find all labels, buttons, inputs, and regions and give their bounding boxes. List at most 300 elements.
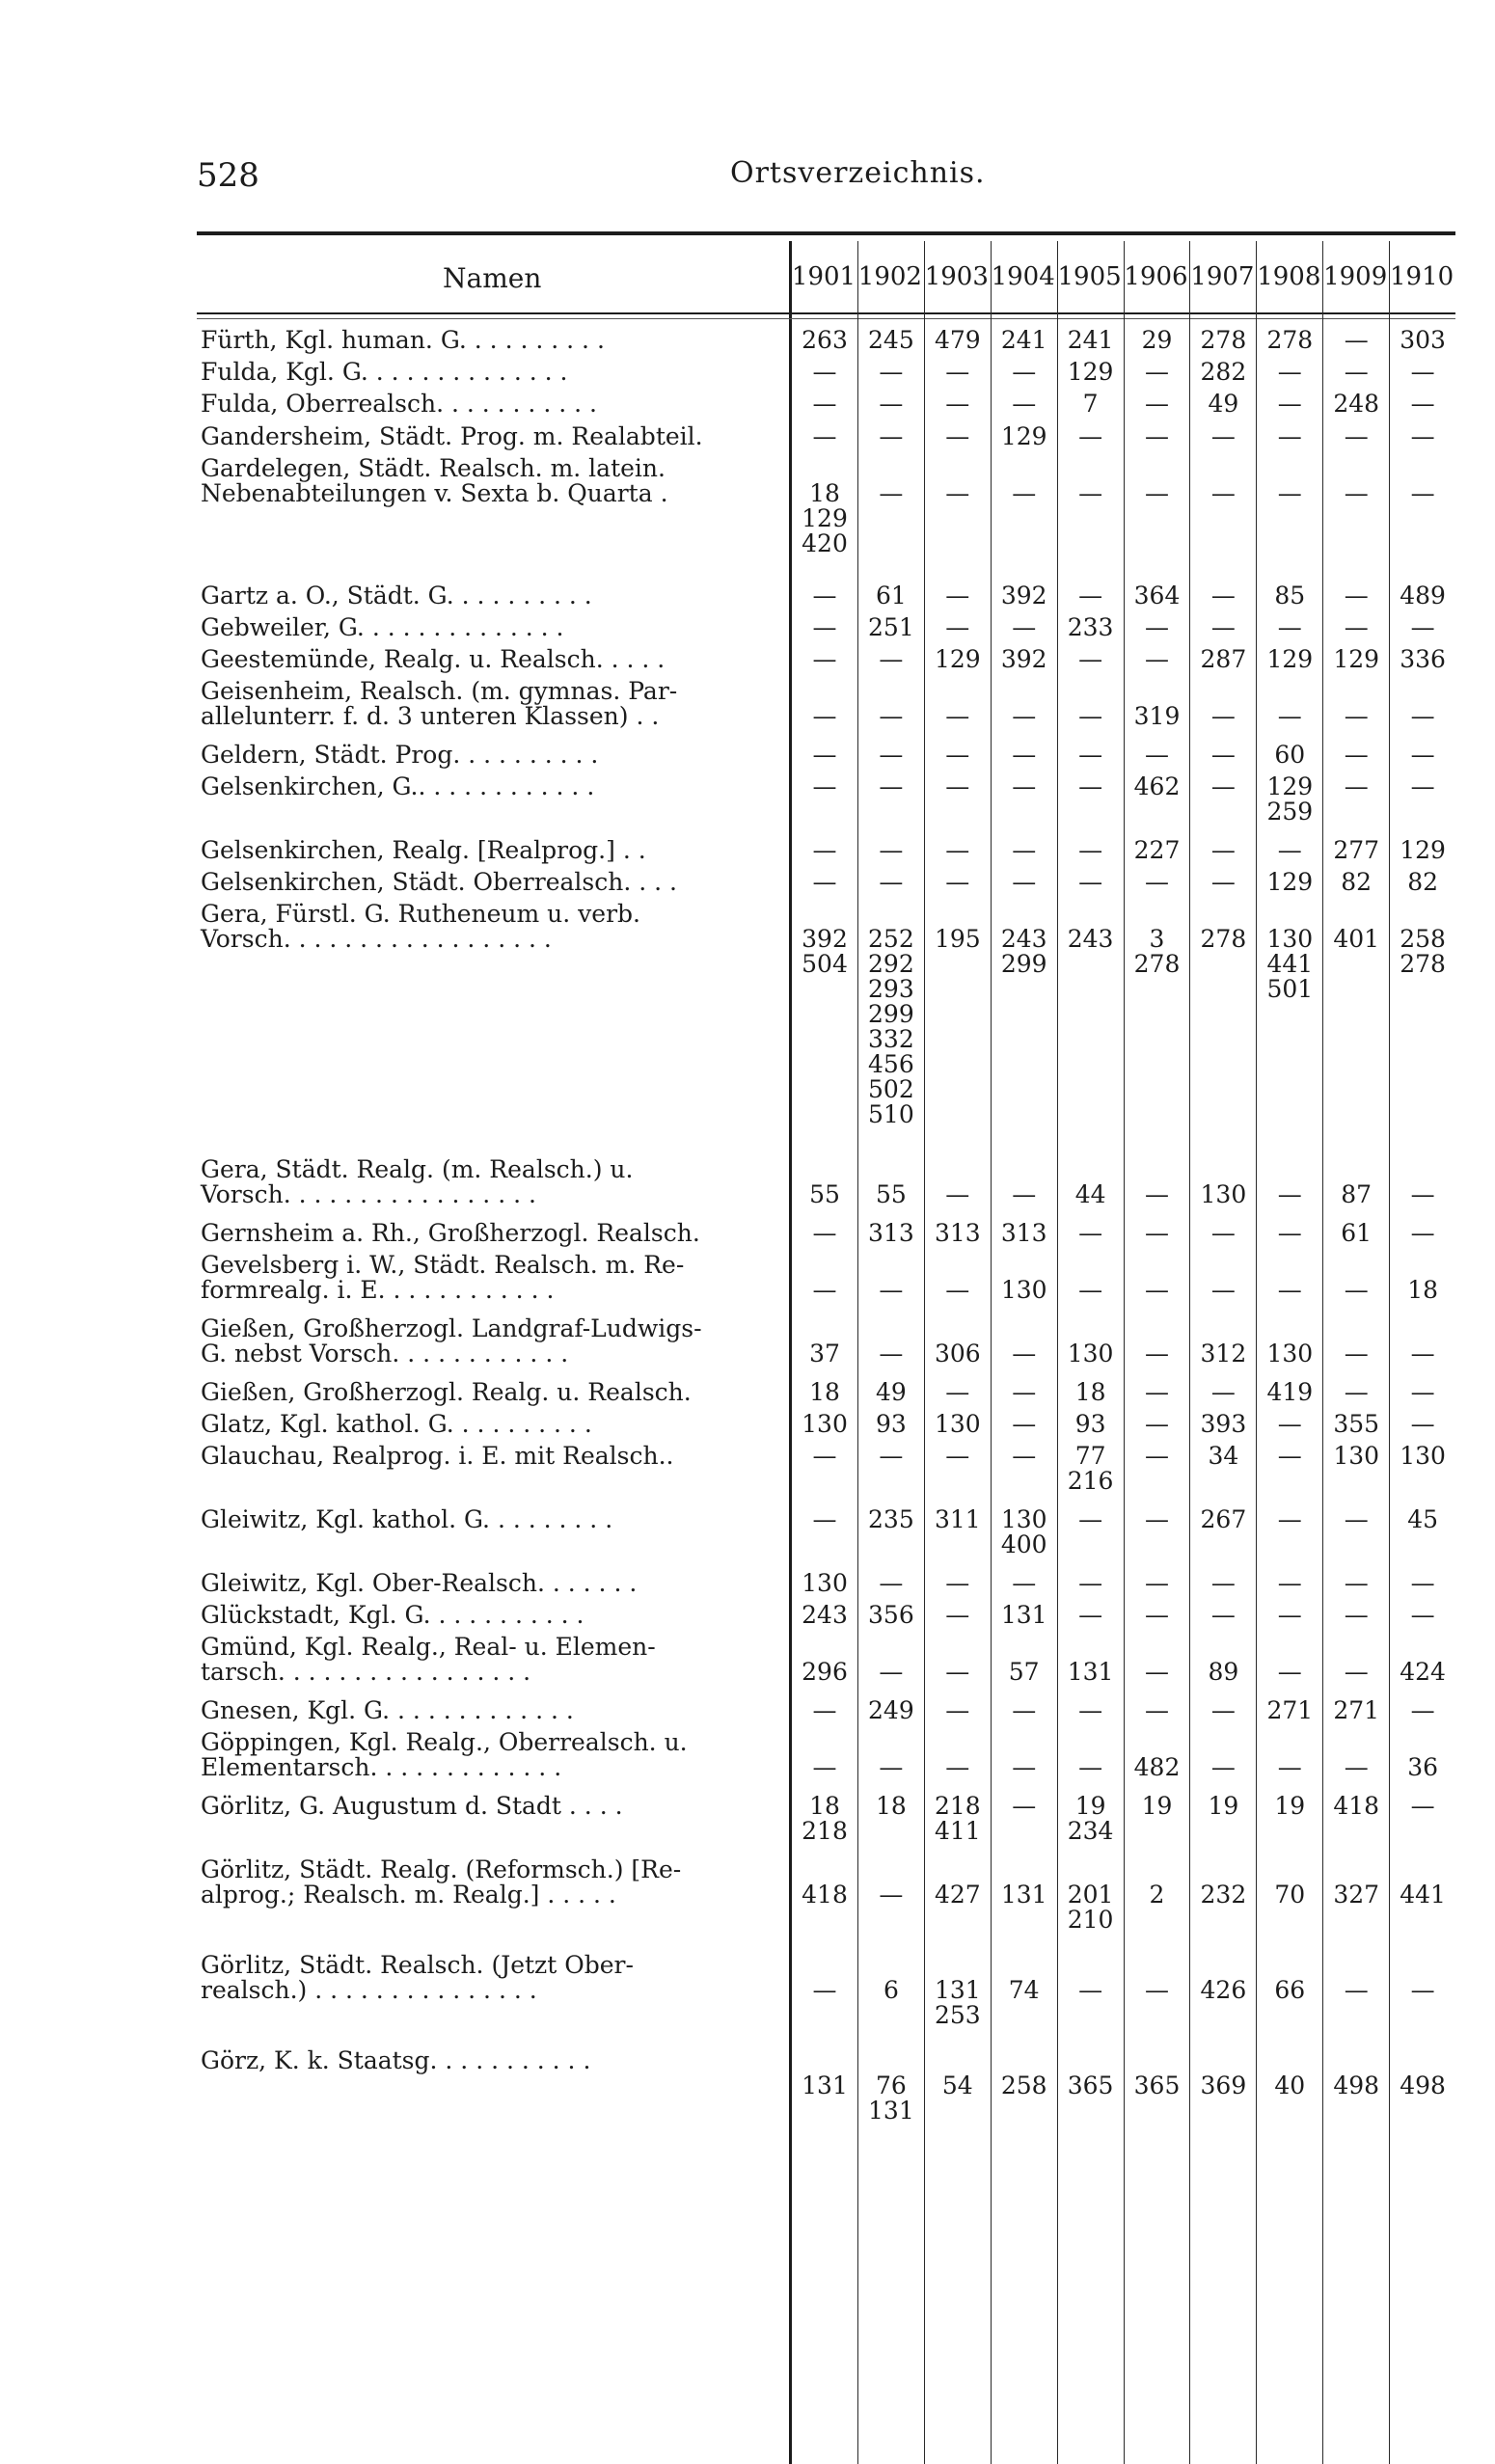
table-cell — [991, 1444, 1058, 1469]
cell-value: 201 — [1067, 1881, 1114, 1909]
table-cell — [1256, 456, 1323, 506]
table-cell — [1189, 1953, 1257, 2003]
table-cell — [924, 679, 992, 729]
cell-value — [1124, 1635, 1191, 1660]
cell-value: — — [1277, 702, 1302, 730]
table-cell — [857, 615, 925, 640]
cell-value: — — [1012, 1180, 1037, 1208]
cell-value: — — [1012, 741, 1037, 769]
cell-value: 504 — [802, 950, 848, 978]
cell-value: — — [945, 1378, 970, 1406]
table-cell — [1389, 1603, 1456, 1628]
cell-value: — — [1012, 1340, 1037, 1367]
table-cell — [1322, 328, 1390, 353]
table-cell — [1057, 774, 1125, 799]
table-cell — [857, 743, 925, 768]
cell-value: — — [1145, 1696, 1169, 1724]
table-cell — [791, 424, 858, 449]
table-cell — [1256, 1507, 1323, 1532]
cell-value: 19 — [1274, 1792, 1306, 1820]
table-row-name — [201, 1635, 656, 1685]
table-cell — [1256, 647, 1323, 672]
table-cell — [1057, 1857, 1125, 1933]
cell-value: — — [1145, 1442, 1169, 1470]
table-cell — [857, 838, 925, 863]
table-row-name — [201, 902, 640, 952]
cell-value: — — [1078, 479, 1103, 507]
cell-value: — — [879, 645, 904, 673]
cell-value: — — [812, 582, 837, 609]
table-cell — [991, 328, 1058, 353]
cell-value: 29 — [1141, 326, 1173, 354]
table-cell — [1057, 1253, 1125, 1303]
cell-value — [1256, 1253, 1323, 1278]
cell-value: — — [1277, 1219, 1302, 1247]
table-cell — [1189, 392, 1257, 417]
cell-value: — — [1410, 1601, 1435, 1629]
table-cell — [924, 1953, 992, 2028]
table-cell — [1124, 1412, 1191, 1437]
table-cell — [1189, 902, 1257, 952]
header-rule-thin — [197, 318, 1455, 319]
table-cell — [857, 328, 925, 353]
cell-value: — — [1277, 1276, 1302, 1304]
table-cell — [1057, 679, 1125, 729]
table-cell — [791, 1221, 858, 1246]
cell-value — [1124, 1316, 1191, 1341]
table-cell — [1256, 1316, 1323, 1367]
cell-value: 130 — [1067, 1340, 1114, 1367]
table-row-name — [201, 1507, 612, 1532]
cell-value: 77 — [1074, 1442, 1106, 1470]
cell-value: — — [1145, 479, 1169, 507]
table-cell — [924, 615, 992, 640]
cell-value: — — [1078, 422, 1103, 450]
cell-value: 418 — [802, 1881, 848, 1909]
table-cell — [1389, 1444, 1456, 1469]
cell-value — [1057, 2048, 1125, 2073]
table-cell — [1189, 424, 1257, 449]
cell-value: 57 — [1008, 1658, 1040, 1686]
table-cell — [1389, 1635, 1456, 1685]
table-cell — [1057, 615, 1125, 640]
table-cell — [1189, 774, 1257, 799]
table-cell — [1256, 1953, 1323, 2003]
table-cell — [1389, 1316, 1456, 1367]
table-cell — [1389, 902, 1456, 977]
table-row-name — [201, 1253, 684, 1303]
table-cell — [991, 1857, 1058, 1908]
table-cell — [1124, 1571, 1191, 1596]
cell-value: 400 — [1000, 1530, 1047, 1558]
cell-value: 259 — [1266, 798, 1314, 826]
row-name-line: Gleiwitz, Kgl. kathol. G. . . . . . . . . — [201, 1505, 613, 1533]
cell-value: 18 — [809, 1792, 840, 1820]
table-row-name — [201, 1730, 688, 1780]
cell-value: 235 — [868, 1505, 914, 1533]
cell-value — [1256, 1635, 1323, 1660]
cell-value — [1322, 679, 1390, 704]
cell-value: 218 — [934, 1792, 981, 1820]
cell-value: 332 — [868, 1025, 914, 1053]
cell-value: — — [879, 772, 904, 800]
table-row-name — [201, 392, 597, 417]
table-cell — [991, 1953, 1058, 2003]
table-cell — [857, 1698, 925, 1723]
table-row-name — [201, 647, 665, 672]
table-cell — [1256, 1571, 1323, 1596]
table-cell — [1189, 1698, 1257, 1723]
cell-value: 249 — [868, 1696, 914, 1724]
cell-value: — — [812, 868, 837, 896]
cell-value: — — [812, 358, 837, 386]
cell-value: 210 — [1067, 1906, 1114, 1934]
cell-value: 419 — [1266, 1378, 1314, 1406]
row-name-line: Gebweiler, G. . . . . . . . . . . . . . — [201, 613, 564, 641]
cell-value — [924, 1157, 992, 1182]
table-cell — [1322, 838, 1390, 863]
table-cell — [1124, 1698, 1191, 1723]
table-cell — [924, 647, 992, 672]
cell-value — [1389, 456, 1456, 481]
cell-value: 131 — [802, 2071, 848, 2099]
table-cell — [1124, 328, 1191, 353]
cell-value: 85 — [1274, 582, 1306, 609]
table-cell — [1189, 1444, 1257, 1469]
row-name-line: Fulda, Oberrealsch. . . . . . . . . . . — [201, 390, 597, 418]
cell-value: 130 — [1000, 1276, 1047, 1304]
table-cell — [1389, 1794, 1456, 1819]
cell-value — [991, 1157, 1058, 1182]
cell-value: — — [1344, 702, 1369, 730]
table-cell — [791, 456, 858, 556]
cell-value — [1189, 1253, 1257, 1278]
table-cell — [1322, 1857, 1390, 1908]
cell-value — [924, 2048, 992, 2073]
table-cell — [1389, 1157, 1456, 1207]
cell-value: 287 — [1200, 645, 1247, 673]
cell-value: — — [1145, 1219, 1169, 1247]
cell-value: — — [879, 1340, 904, 1367]
cell-value: 311 — [934, 1505, 981, 1533]
cell-value: — — [1078, 1569, 1103, 1597]
table-cell — [857, 1857, 925, 1908]
table-row-name — [201, 583, 592, 609]
table-cell — [1057, 838, 1125, 863]
table-cell — [991, 1507, 1058, 1557]
cell-value: 130 — [934, 1410, 981, 1438]
cell-value: — — [1344, 1976, 1369, 2004]
cell-value: 278 — [1200, 326, 1247, 354]
cell-value: — — [945, 358, 970, 386]
table-cell — [1256, 870, 1323, 895]
cell-value — [1124, 1953, 1191, 1978]
cell-value: — — [812, 741, 837, 769]
cell-value: — — [1277, 613, 1302, 641]
cell-value — [1389, 2048, 1456, 2073]
table-cell — [1256, 1730, 1323, 1780]
cell-value: 303 — [1400, 326, 1446, 354]
row-name-line: Görz, K. k. Staatsg. . . . . . . . . . . — [201, 2046, 591, 2074]
cell-value: 131 — [934, 1976, 981, 2004]
table-cell — [1256, 1380, 1323, 1405]
cell-value: 327 — [1333, 1881, 1380, 1909]
table-cell — [1057, 1412, 1125, 1437]
cell-value — [924, 902, 992, 927]
cell-value: 313 — [868, 1219, 914, 1247]
cell-value: 426 — [1200, 1976, 1247, 2004]
table-cell — [1057, 1698, 1125, 1723]
table-cell — [1389, 2048, 1456, 2098]
cell-value: 6 — [883, 1976, 899, 2004]
table-cell — [857, 1444, 925, 1469]
table-cell — [1256, 838, 1323, 863]
cell-value: — — [1410, 1569, 1435, 1597]
cell-value: 292 — [868, 950, 914, 978]
table-cell — [1057, 1794, 1125, 1844]
cell-value — [991, 2048, 1058, 2073]
table-cell — [1256, 392, 1323, 417]
table-cell — [857, 1157, 925, 1207]
table-cell — [857, 1316, 925, 1367]
cell-value: — — [1410, 1976, 1435, 2004]
table-cell — [991, 1730, 1058, 1780]
cell-value: 74 — [1008, 1976, 1040, 2004]
cell-value: 313 — [1000, 1219, 1047, 1247]
table-cell — [1057, 424, 1125, 449]
table-cell — [1256, 615, 1323, 640]
table-cell — [1256, 1253, 1323, 1303]
cell-value: — — [812, 702, 837, 730]
cell-value — [1322, 456, 1390, 481]
cell-value: 130 — [802, 1410, 848, 1438]
cell-value: 245 — [868, 326, 914, 354]
table-cell — [1389, 328, 1456, 353]
table-cell — [991, 1603, 1058, 1628]
cell-value: 130 — [1000, 1505, 1047, 1533]
cell-value — [1189, 679, 1257, 704]
cell-value: 501 — [1266, 975, 1314, 1003]
row-name-line: formrealg. i. E. . . . . . . . . . . . — [201, 1276, 555, 1304]
cell-value — [1256, 902, 1323, 927]
table-cell — [1322, 1157, 1390, 1207]
table-cell — [924, 583, 992, 609]
cell-value: — — [1210, 868, 1236, 896]
table-cell — [857, 1221, 925, 1246]
cell-value: — — [1344, 1378, 1369, 1406]
cell-value — [1189, 456, 1257, 481]
table-cell — [991, 647, 1058, 672]
cell-value: 129 — [1400, 836, 1446, 864]
cell-value: 420 — [802, 529, 848, 557]
cell-value: — — [1210, 772, 1236, 800]
table-cell — [1322, 615, 1390, 640]
cell-value — [1189, 1316, 1257, 1341]
row-name-line: Gera, Städt. Realg. (m. Realsch.) u. — [201, 1155, 634, 1183]
cell-value: — — [812, 1753, 837, 1781]
year-header-1905: 1905 — [1057, 262, 1122, 291]
cell-value: 34 — [1208, 1442, 1239, 1470]
cell-value: — — [1078, 1696, 1103, 1724]
table-cell — [791, 1857, 858, 1908]
cell-value — [857, 902, 925, 927]
cell-value: — — [1410, 1410, 1435, 1438]
table-cell — [991, 1316, 1058, 1367]
row-name-line: alprog.; Realsch. m. Realg.] . . . . . — [201, 1881, 616, 1909]
table-cell — [991, 1571, 1058, 1596]
cell-value — [857, 1253, 925, 1278]
cell-value — [1256, 1316, 1323, 1341]
table-cell — [1389, 424, 1456, 449]
cell-value: — — [1277, 358, 1302, 386]
cell-value — [1389, 1316, 1456, 1341]
cell-value: — — [945, 390, 970, 418]
table-cell — [924, 1571, 992, 1596]
cell-value — [991, 679, 1058, 704]
cell-value — [1057, 1730, 1125, 1755]
table-cell — [1057, 328, 1125, 353]
cell-value: — — [1277, 390, 1302, 418]
cell-value: — — [879, 1658, 904, 1686]
cell-value: 356 — [868, 1601, 914, 1629]
table-cell — [1389, 392, 1456, 417]
table-cell — [924, 1157, 992, 1207]
row-name-line: G. nebst Vorsch. . . . . . . . . . . . — [201, 1340, 569, 1367]
cell-value: 49 — [875, 1378, 907, 1406]
cell-value: 195 — [934, 925, 981, 953]
table-cell — [1322, 1571, 1390, 1596]
cell-value: — — [1078, 1219, 1103, 1247]
table-cell — [1389, 774, 1456, 799]
cell-value — [1389, 1157, 1456, 1182]
cell-value — [1057, 1253, 1125, 1278]
cell-value: — — [879, 479, 904, 507]
cell-value: 19 — [1141, 1792, 1173, 1820]
cell-value: 19 — [1208, 1792, 1239, 1820]
cell-value — [1057, 679, 1125, 704]
cell-value: — — [945, 868, 970, 896]
cell-value: 293 — [868, 975, 914, 1003]
cell-value: 278 — [1200, 925, 1247, 953]
table-cell — [791, 1412, 858, 1437]
row-name-line: Gelsenkirchen, Realg. [Realprog.] . . — [201, 836, 646, 864]
row-name-line: Görlitz, Städt. Realsch. (Jetzt Ober- — [201, 1951, 634, 1979]
cell-value: — — [1012, 390, 1037, 418]
cell-value — [991, 1953, 1058, 1978]
table-cell — [991, 1221, 1058, 1246]
table-cell — [1389, 1730, 1456, 1780]
cell-value — [1389, 1635, 1456, 1660]
cell-value — [924, 1730, 992, 1755]
table-row-name — [201, 1794, 623, 1819]
cell-value: — — [1210, 741, 1236, 769]
table-cell — [857, 1953, 925, 2003]
cell-value: — — [1012, 1378, 1037, 1406]
row-name-line: Fulda, Kgl. G. . . . . . . . . . . . . . — [201, 358, 568, 386]
cell-value — [791, 1253, 858, 1278]
cell-value: — — [945, 772, 970, 800]
cell-value — [1256, 1157, 1323, 1182]
cell-value: 55 — [875, 1180, 907, 1208]
table-cell — [1322, 1253, 1390, 1303]
cell-value: — — [1012, 702, 1037, 730]
cell-value: 93 — [1074, 1410, 1106, 1438]
cell-value: — — [1277, 1442, 1302, 1470]
table-row-name — [201, 2048, 590, 2073]
cell-value: 129 — [1266, 645, 1314, 673]
year-header-1903: 1903 — [924, 262, 989, 291]
cell-value — [1124, 679, 1191, 704]
cell-value: 45 — [1407, 1505, 1438, 1533]
row-name-line: Gmünd, Kgl. Realg., Real- u. Elemen- — [201, 1633, 656, 1661]
table-cell — [1322, 392, 1390, 417]
table-cell — [1189, 870, 1257, 895]
cell-value: — — [1344, 358, 1369, 386]
cell-value: 19 — [1074, 1792, 1106, 1820]
cell-value: — — [945, 1696, 970, 1724]
row-name-line: Vorsch. . . . . . . . . . . . . . . . . — [201, 1180, 536, 1208]
table-cell — [924, 1794, 992, 1844]
cell-value: — — [812, 1219, 837, 1247]
table-cell — [1256, 583, 1323, 609]
cell-value: 489 — [1400, 582, 1446, 609]
cell-value: — — [812, 1276, 837, 1304]
table-row-name — [201, 1857, 681, 1908]
table-cell — [924, 1412, 992, 1437]
cell-value: 243 — [802, 1601, 848, 1629]
cell-value: — — [1410, 741, 1435, 769]
row-name-line: Gandersheim, Städt. Prog. m. Realabteil. — [201, 422, 703, 450]
table-cell — [924, 838, 992, 863]
table-cell — [857, 1603, 925, 1628]
cell-value: — — [1078, 1505, 1103, 1533]
cell-value — [791, 1316, 858, 1341]
table-cell — [857, 2048, 925, 2124]
cell-value: 267 — [1200, 1505, 1247, 1533]
table-cell — [1256, 1157, 1323, 1207]
cell-value: 60 — [1274, 741, 1306, 769]
cell-value: — — [1078, 836, 1103, 864]
cell-value — [791, 1635, 858, 1660]
table-cell — [1256, 424, 1323, 449]
table-cell — [1189, 1380, 1257, 1405]
cell-value — [924, 456, 992, 481]
table-cell — [1322, 1380, 1390, 1405]
table-row-name — [201, 838, 646, 863]
cell-value: — — [1012, 836, 1037, 864]
row-name-line: Gelsenkirchen, Städt. Oberrealsch. . . . — [201, 868, 677, 896]
table-cell — [991, 679, 1058, 729]
table-row-name — [201, 1953, 634, 2003]
cell-value: 312 — [1200, 1340, 1247, 1367]
cell-value: — — [1277, 836, 1302, 864]
cell-value: — — [1012, 1696, 1037, 1724]
cell-value: 248 — [1333, 390, 1380, 418]
table-cell — [1124, 360, 1191, 385]
table-cell — [991, 1412, 1058, 1437]
table-cell — [1124, 1221, 1191, 1246]
table-cell — [1057, 1444, 1125, 1494]
table-cell — [1389, 1380, 1456, 1405]
cell-value — [791, 1730, 858, 1755]
cell-value: 456 — [868, 1050, 914, 1078]
cell-value: — — [1078, 645, 1103, 673]
table-cell — [1124, 392, 1191, 417]
table-cell — [1124, 615, 1191, 640]
table-cell — [991, 1253, 1058, 1303]
cell-value — [991, 902, 1058, 927]
table-cell — [1322, 870, 1390, 895]
